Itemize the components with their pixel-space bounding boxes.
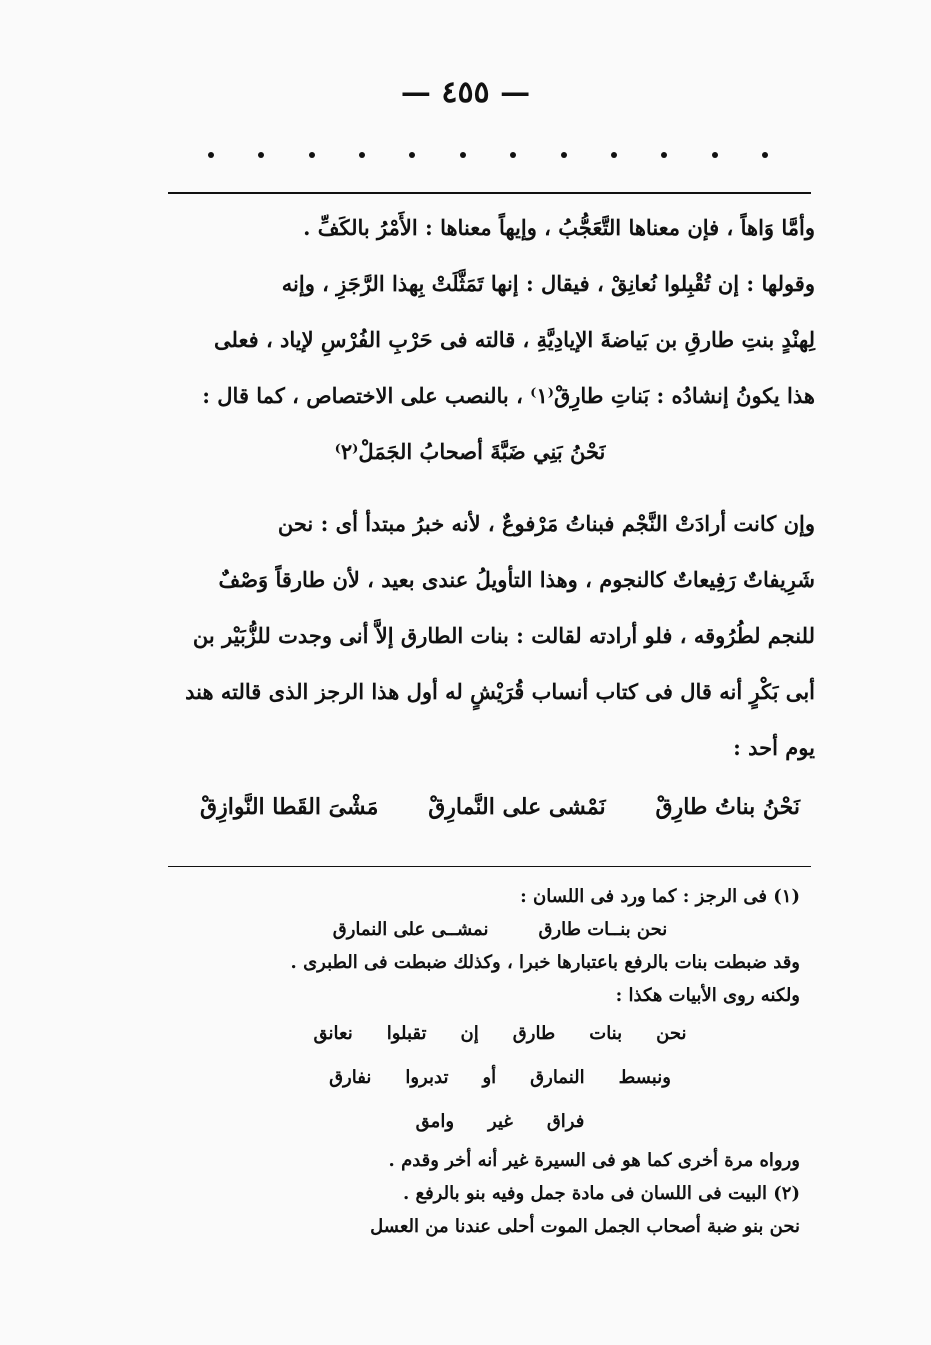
verse-hemistich: نَحْنُ بناتُ طارِقْ	[655, 794, 800, 820]
body-line: وإن كانت أرادَتْ النَّجْم فبناتُ مَرْفوعٌ ، لأنه خبرُ مبتدأ أى : نحن	[277, 511, 815, 536]
page-number: — ٤٥٥ —	[400, 75, 531, 110]
poem-word: تقبلوا	[386, 1023, 427, 1044]
body-line: للنجم لطُرُوقه ، فلو أرادته لقالت : بنات الطارق إلاَّ أنى وجدت للزُّبَيْر بن	[192, 623, 815, 648]
footnote-verse: نحن بنو ضبة أصحاب الجمل الموت أحلى عندنا من العسل	[370, 1216, 800, 1237]
dot	[208, 152, 214, 158]
body-line: أبى بَكْرٍ أنه قال فى كتاب أنساب قُرَيْشٍ له أول هذا الرجز الذى قالته هند	[185, 679, 815, 704]
dot	[359, 152, 365, 158]
poem-word: ونبسط	[618, 1067, 671, 1088]
poem-word: النمارق	[530, 1067, 585, 1088]
poem-word: وامق	[415, 1111, 455, 1132]
footnote-title: (١) فى الرجز : كما ورد فى اللسان :	[520, 886, 800, 907]
poem-word: نعانق	[313, 1023, 353, 1044]
footnote-text: وقد ضبطت بنات بالرفع باعتبارها خبرا ، وكذلك ضبطت فى الطبرى .	[290, 952, 800, 973]
poem-word: نحن	[656, 1023, 687, 1044]
poem-word: غير	[488, 1111, 513, 1132]
dot	[258, 152, 264, 158]
poem-row	[200, 1056, 800, 1100]
footnote-text: ورواه مرة أخرى كما هو فى السيرة غير أنه أخر وقدم .	[388, 1150, 800, 1171]
verse-hemistich: نحن بنــات طارق	[538, 919, 668, 940]
dot	[510, 152, 516, 158]
poem-word: إن	[460, 1023, 479, 1044]
dot-separator	[208, 152, 768, 158]
footnote-rule	[168, 866, 811, 867]
poem-word: طارق	[512, 1023, 556, 1044]
verse-line: نَحْنُ بَنِي ضَبَّةَ أصحابُ الجَمَلْ⁽٢⁾	[334, 439, 606, 464]
body-line: شَرِيفاتٌ رَفِيعاتٌ كالنجوم ، وهذا التأويلُ عندى بعيد ، لأن طارقاً وَصْفٌ	[218, 567, 815, 592]
body-line: هذا يكونُ إنشادُه : بَناتِ طارِقْ⁽١⁾ ، بالنصب على الاختصاص ، كما قال :	[202, 383, 815, 408]
verse-hemistich: نَمْشى على النَّمارِقْ	[428, 794, 606, 820]
body-text	[165, 200, 815, 776]
verse-hemistich: نمشــى على النمارق	[332, 919, 489, 940]
rajaz-verse	[200, 794, 800, 820]
poem-word: فراق	[546, 1111, 585, 1132]
top-rule	[168, 192, 811, 194]
poem-row	[200, 1012, 800, 1056]
footnotes	[200, 880, 800, 1243]
body-line: وقولها : إن تُقْبِلوا نُعانِقْ ، فيقال : إنها تَمَثَّلَتْ بِهذا الرَّجَزِ ، وإنه	[281, 271, 815, 296]
dot	[611, 152, 617, 158]
footnote-verse	[200, 913, 800, 946]
footnote-text: ولكنه روى الأبيات هكذا :	[615, 985, 800, 1006]
poem-word: أو	[482, 1067, 497, 1088]
dot	[712, 152, 718, 158]
dot	[661, 152, 667, 158]
footnote-title: (٢) البيت فى اللسان فى مادة جمل وفيه بنو بالرفع .	[402, 1183, 800, 1204]
body-line: لِهنْدٍ بنتِ طارقِ بن بَياضةَ الإيادِيَّةِ ، قالته فى حَرْبِ الفُرْسِ لإياد ، فعلى	[214, 327, 815, 352]
dot	[460, 152, 466, 158]
dot	[409, 152, 415, 158]
dot	[762, 152, 768, 158]
poem-word: تدبروا	[405, 1067, 449, 1088]
poem-word: بنات	[589, 1023, 623, 1044]
dot	[309, 152, 315, 158]
poem-word: نفارق	[329, 1067, 372, 1088]
dot	[561, 152, 567, 158]
poem-row	[200, 1100, 800, 1144]
body-line: يوم أحد :	[733, 735, 815, 760]
body-line: وأمَّا وَاهاً ، فإن معناها التَّعَجُّبُ ، وإيهاً معناها : الأَمْرُ بالكَفِّ .	[303, 215, 815, 240]
verse-hemistich: مَشْىَ القَطا النَّوازِقْ	[200, 794, 379, 820]
